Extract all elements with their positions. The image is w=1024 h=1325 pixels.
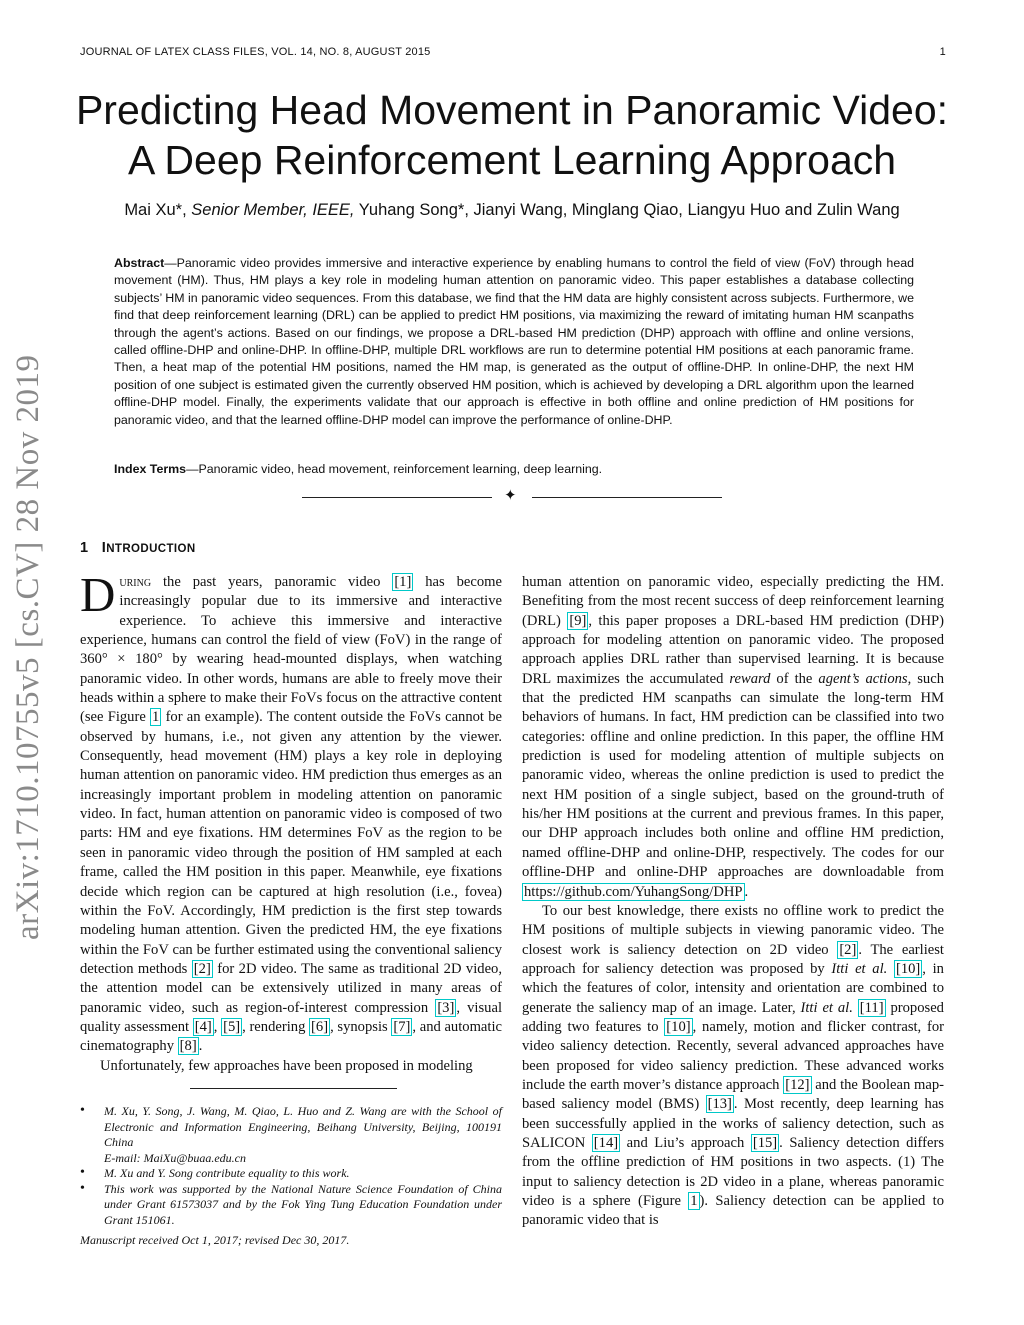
footnotes (80, 1104, 502, 1228)
running-header (80, 46, 946, 58)
text-run: proposed adding two features to (522, 999, 944, 1035)
separator-rule-left (302, 497, 492, 498)
author-first: Mai Xu*, (124, 201, 192, 219)
text-run: . Saliency detection differs from the offline prediction of HM positions in two aspects. (1) The input to saliency detection is 2D video in a plane, whereas panoramic video is a sphere (Figure (522, 1134, 945, 1209)
emphasis: agent’s actions (818, 670, 908, 687)
footnote-rule (190, 1088, 397, 1089)
footnote-affiliation (80, 1104, 502, 1166)
intro-paragraph-2: Unfortunately, few approaches have been proposed in modeling (100, 1057, 473, 1074)
code-repo-link[interactable]: https://github.com/YuhangSong/DHP (524, 883, 743, 900)
citation-link[interactable]: [5] (223, 1018, 241, 1035)
text-run: has become increasingly popular due to its immersive and interactive experience. To achieve this immersive and interactive experience, humans can control the field of view (FoV) in the range of 360° × 180° by wearing head-mounted displays, when watching panoramic video. In other words, humans are able to freely move their heads within a sphere to make their FoVs focus on the attractive content (see Figure (80, 574, 502, 726)
text-run: , and automatic cinematography (80, 1018, 502, 1055)
title-line-1: Predicting Head Movement in Panoramic Video: (75, 87, 949, 133)
figure-link[interactable]: 1 (152, 709, 160, 726)
figure-link[interactable]: 1 (690, 1193, 698, 1209)
footnote-funding: • This work was supported by the National Nature Science Foundation of China under Grant 61573037 and by the Fok Ying Tung Education Foundation under Grant 151061. (80, 1182, 502, 1229)
separator-rule-right (532, 497, 722, 498)
emphasis: reward (729, 670, 771, 687)
abstract-label: Abstract (114, 256, 165, 270)
citation-link[interactable]: [1] (394, 574, 412, 590)
citation-link[interactable]: [2] (193, 960, 211, 977)
citation-link[interactable]: [13] (707, 1096, 732, 1113)
text-run: and Liu’s approach (620, 1134, 751, 1151)
intro-paragraph-1 (80, 567, 502, 1057)
index-terms (114, 462, 914, 476)
text-run: , such that the predicted HM scanpaths can simulate the long-term HM behaviors of humans. In fact, HM prediction can be classified into two categories: offline and online prediction. In this paper, the offline HM prediction is used for modeling attention of multiple subjects on panoramic video, whereas the online prediction is used to predict the next HM position of a single subject, based on the ground-truth of his/her HM positions at the current and previous frames. In this paper, our DHP approach includes both online and offline HM prediction, named offline-DHP and online-DHP, respectively. The codes for our offline-DHP and online-DHP approaches are downloadable from (522, 670, 944, 881)
intro-paragraph-3 (522, 573, 944, 902)
left-column (80, 567, 502, 1076)
text-run: . Most recently, deep learning has been successfully applied in the works of saliency detection, such as SALICON (522, 1096, 944, 1151)
text-run: , synopsis (330, 1018, 392, 1035)
author-rest: Yuhang Song*, Jianyi Wang, Minglang Qiao, Liangyu Huo and Zulin Wang (354, 201, 900, 219)
title-line-2: A Deep Reinforcement Learning Approach (127, 137, 897, 183)
abstract-text: —Panoramic video provides immersive and interactive experience by enabling humans to control the field of view (FoV) through head movement (HM). Thus, HM plays a key role in modeling human attention on panoramic video. This paper establishes a database collecting subjects’ HM in panoramic video sequences. From this database, we find that the HM data are highly consistent across subjects. Furthermore, we find that deep reinforcement learning (DRL) can be applied to predict HM positions, via maximizing the reward of imitating human HM scanpaths through the agent’s actions. Based on our findings, we propose a DRL-based HM prediction (DHP) approach with offline and online versions, called offline-DHP and online-DHP. In offline-DHP, multiple DRL workflows are run to determine potential HM positions at each panoramic frame. Then, a heat map of the potential HM positions, named the HM map, is generated as the output of offline-DHP. In online-DHP, the next HM position of one subject is estimated given the currently observed HM position, which is achieved by developing a DRL algorithm upon the learned offline-DHP model. Finally, the experiments validate that our approach is effective in both offline and online prediction of HM positions for panoramic video, and that the learned offline-DHP model can improve the performance of online-DHP. (114, 256, 914, 427)
intro-paragraph-4 (522, 902, 944, 1231)
text-run (887, 961, 894, 977)
text-run: , in which the features of color, intensity and orientation are combined to generate the saliency map of an image. Later, (522, 960, 944, 1016)
text-run: , rendering (242, 1018, 310, 1035)
citation-link[interactable]: [4] (194, 1018, 212, 1035)
citation-link[interactable]: [6] (311, 1018, 329, 1035)
right-column (522, 573, 944, 1231)
citation-link[interactable]: [2] (839, 941, 857, 958)
text-run: , visual quality assessment (80, 999, 502, 1035)
abstract (114, 255, 914, 429)
author-membership: Senior Member, IEEE, (191, 201, 355, 219)
journal-line: JOURNAL OF LATEX CLASS FILES, VOL. 14, NO. 8, AUGUST 2015 (80, 46, 431, 58)
section-heading (80, 540, 196, 556)
text-run: , namely, motion and flicker contrast, for video saliency detection. Recently, several advanced approaches have been proposed for video saliency prediction. These advanced works include the earth mover’s distance approach (522, 1018, 944, 1093)
author-list (60, 201, 964, 220)
manuscript-note: Manuscript received Oct 1, 2017; revised Dec 30, 2017. (80, 1233, 350, 1247)
emphasis: Itti et al. (831, 960, 888, 977)
paper-title (60, 85, 964, 185)
arxiv-stamp: arXiv:1710.10755v5 [cs.CV] 28 Nov 2019 (10, 354, 46, 940)
text-run: . The earliest approach for saliency detection was proposed by (522, 941, 944, 977)
text-run: of the (770, 670, 819, 687)
text-run: To our best knowledge, there exists no offline work to predict the HM positions of multiple subjects in viewing panoramic video. The closest work is saliency detection on 2D video (522, 902, 944, 958)
text-run: human attention on panoramic video, especially predicting the HM. Benefiting from the most recent success of deep reinforcement learning (DRL) (522, 574, 944, 629)
index-terms-label: Index Terms (114, 462, 187, 476)
text-run: and the Boolean map-based saliency model (BMS) (522, 1076, 944, 1113)
text-run: . (198, 1038, 203, 1055)
separator-diamond-icon: ✦ (504, 488, 517, 504)
page-number: 1 (939, 46, 946, 58)
section-title-rest: NTRODUCTION (106, 543, 196, 555)
citation-link[interactable]: [11] (859, 999, 884, 1016)
citation-link[interactable]: [10] (666, 1018, 691, 1035)
drop-cap: D (80, 567, 116, 622)
footnote-affiliation-text: M. Xu, Y. Song, J. Wang, M. Qiao, L. Huo and Z. Wang are with the School of Electronic and Information Engineering, Beihang University, Beijing, 100191 China (104, 1104, 502, 1149)
citation-link[interactable]: [9] (569, 612, 587, 629)
citation-link[interactable]: [15] (752, 1134, 778, 1151)
citation-link[interactable]: [10] (895, 960, 921, 977)
emphasis: Itti et al. (800, 999, 853, 1016)
citation-link[interactable]: [7] (393, 1018, 411, 1035)
text-run: , (213, 1018, 222, 1035)
citation-link[interactable]: [12] (785, 1076, 810, 1093)
section-number: 1 (80, 540, 89, 556)
footnote-equal-contribution: • M. Xu and Y. Song contribute equality to this work. (80, 1166, 502, 1182)
text-run: , this paper proposes a DRL-based HM prediction (DHP) approach for modeling attention on panoramic video. The proposed approach applies DRL rather than supervised learning. It is because DRL maximizes the accumulated (522, 612, 945, 687)
citation-link[interactable]: [14] (593, 1134, 619, 1151)
text-run: . (744, 883, 749, 900)
footnote-email: E-mail: MaiXu@buaa.edu.cn (104, 1150, 247, 1165)
lead-word: uring (119, 574, 152, 590)
text-run: for an example). The content outside the FoVs cannot be observed by humans, i.e., not given any attention by the viewer. Consequently, head movement (HM) plays a key role in deploying human attention on panoramic video. HM prediction thus emerges as an increasingly important problem in modeling attention on panoramic video. In fact, human attention on panoramic video is composed of two parts: HM and eye fixations. HM determines FoV as the region to be seen in panoramic video through the position of HM sampled at each frame, called the HM position in this paper. Meanwhile, eye fixations decide which region can be captured at high resolution (i.e., fovea) within the FoV. Accordingly, HM prediction is the first step towards modeling human attention. Given the predicted HM, the eye fixations within the FoV can be further estimated using the conventional saliency detection methods (80, 709, 502, 977)
text-run: the past years, panoramic video (151, 574, 393, 590)
section-title-initial: I (101, 540, 107, 556)
index-terms-text: —Panoramic video, head movement, reinforcement learning, deep learning. (186, 462, 603, 476)
text-run: for 2D video. The same as traditional 2D video, the attention model can be extensively utilized in many areas of panoramic video, such as region-of-interest compression (80, 960, 502, 1016)
citation-link[interactable]: [8] (179, 1038, 197, 1055)
text-run: ). Saliency detection can be applied to panoramic video that is (522, 1193, 944, 1229)
citation-link[interactable]: [3] (437, 999, 455, 1016)
